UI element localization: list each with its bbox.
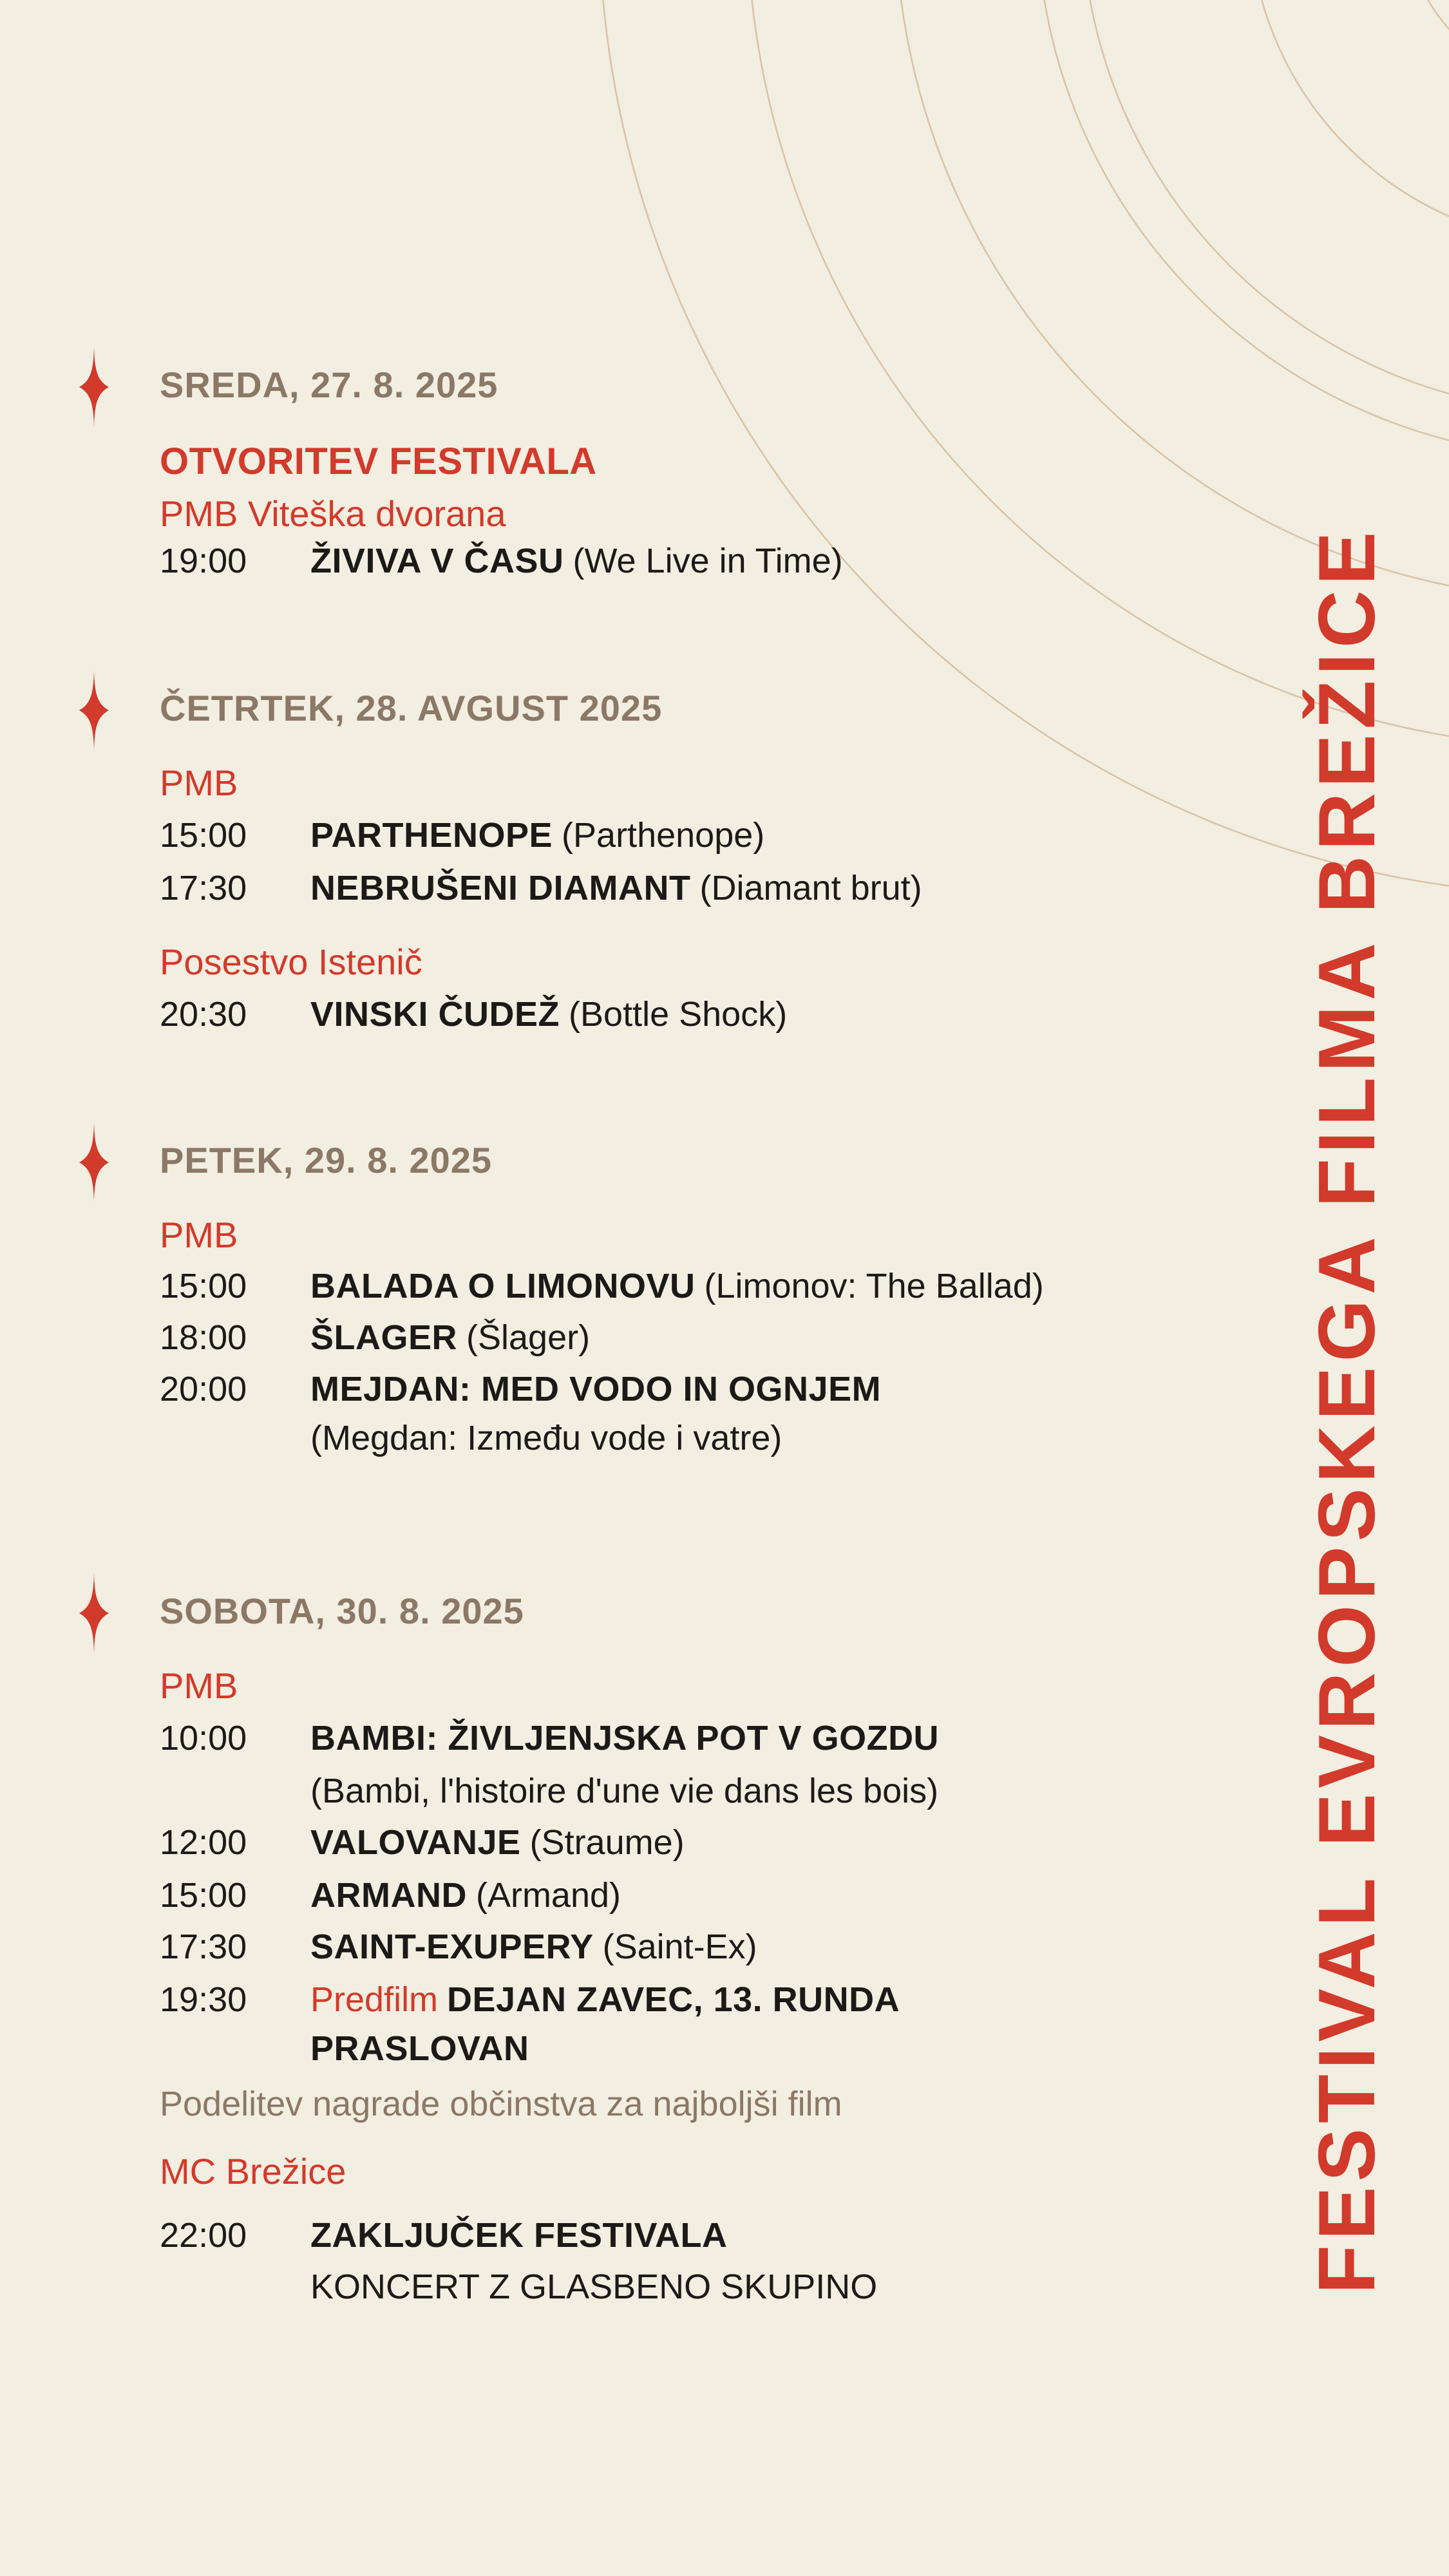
film-title: BALADA O LIMONOVU (310, 1267, 696, 1305)
screening-time: 19:00 (160, 542, 247, 580)
film-original-title: (Šlager) (466, 1318, 591, 1357)
sparkle-icon (79, 1122, 109, 1202)
sparkle-icon (79, 347, 109, 427)
event-subtitle: KONCERT Z GLASBENO SKUPINO (310, 2268, 878, 2306)
screening-time: 18:00 (160, 1318, 247, 1357)
film-title: VINSKI ČUDEŽ (310, 995, 560, 1034)
film-title: ŠLAGER (310, 1318, 458, 1357)
day-date: ČETRTEK, 28. AVGUST 2025 (160, 688, 663, 728)
venue-label: Posestvo Istenič (160, 942, 422, 982)
screening-row (160, 1269, 1044, 1303)
film-original-title: (Armand) (475, 1876, 621, 1915)
screening-row (160, 1825, 685, 1860)
film-title: DEJAN ZAVEC, 13. RUNDA (447, 1980, 900, 2019)
film-original-title: (Bambi, l'histoire d'une vie dans les bois) (310, 1772, 939, 1810)
film-original-title: (Diamant brut) (699, 869, 922, 907)
screening-time: 19:30 (160, 1980, 247, 2019)
screening-time: 17:30 (160, 1927, 247, 1966)
screening-row (160, 871, 922, 905)
film-title: PARTHENOPE (310, 816, 553, 855)
film-original-title: (Limonov: The Ballad) (704, 1267, 1044, 1305)
screening-row (160, 2218, 728, 2253)
opening-heading: OTVORITEV FESTIVALA (160, 440, 597, 482)
screening-time: 15:00 (160, 1876, 247, 1915)
film-title: ARMAND (310, 1876, 467, 1915)
festival-title-vertical: FESTIVAL EVROPSKEGA FILMA BREŽICE (1303, 526, 1392, 2294)
screening-time: 12:00 (160, 1823, 247, 1862)
venue-label: PMB (160, 1665, 238, 1706)
sparkle-icon (79, 1573, 109, 1653)
film-original-title: (Straume) (529, 1823, 685, 1862)
event-title: ZAKLJUČEK FESTIVALA (310, 2216, 728, 2255)
film-original-title: (Saint-Ex) (602, 1927, 757, 1966)
venue-label: PMB Viteška dvorana (160, 493, 506, 534)
audience-award-note: Podelitev nagrade občinstva za najboljši film (160, 2085, 842, 2123)
day-date: PETEK, 29. 8. 2025 (160, 1140, 493, 1180)
screening-time: 17:30 (160, 869, 247, 907)
venue-label: PMB (160, 1215, 238, 1255)
venue-label: PMB (160, 762, 238, 803)
screening-row (160, 818, 764, 853)
screening-row (160, 1372, 881, 1406)
screening-time: 10:00 (160, 1719, 247, 1757)
screening-time: 20:00 (160, 1370, 247, 1408)
screening-row (160, 1929, 757, 1964)
screening-time: 15:00 (160, 816, 247, 855)
screening-row (160, 997, 787, 1032)
film-title: MEJDAN: MED VODO IN OGNJEM (310, 1370, 882, 1408)
screening-time: 15:00 (160, 1267, 247, 1305)
film-title: VALOVANJE (310, 1823, 521, 1862)
screening-time: 20:30 (160, 995, 247, 1034)
film-original-title: (Bottle Shock) (569, 995, 788, 1034)
film-title: NEBRUŠENI DIAMANT (310, 869, 691, 907)
screening-row (160, 1878, 621, 1913)
screening-row (160, 544, 843, 578)
film-title: SAINT-EXUPERY (310, 1927, 594, 1966)
film-title: ŽIVIVA V ČASU (310, 542, 564, 580)
film-original-title: (Parthenope) (562, 816, 765, 855)
film-title-continued: PRASLOVAN (310, 2029, 529, 2068)
screening-row (160, 1721, 939, 1756)
film-title: BAMBI: ŽIVLJENJSKA POT V GOZDU (310, 1719, 940, 1757)
film-original-title: (We Live in Time) (573, 542, 843, 580)
screening-time: 22:00 (160, 2216, 247, 2255)
screening-row (160, 1982, 900, 2017)
day-date: SOBOTA, 30. 8. 2025 (160, 1591, 524, 1631)
predfilm-label: Predfilm (310, 1980, 439, 2019)
screening-row (160, 1320, 590, 1355)
day-date: SREDA, 27. 8. 2025 (160, 365, 498, 405)
film-original-title: (Megdan: Između vode i vatre) (310, 1419, 782, 1457)
venue-label: MC Brežice (160, 2151, 346, 2192)
sparkle-icon (79, 670, 109, 750)
